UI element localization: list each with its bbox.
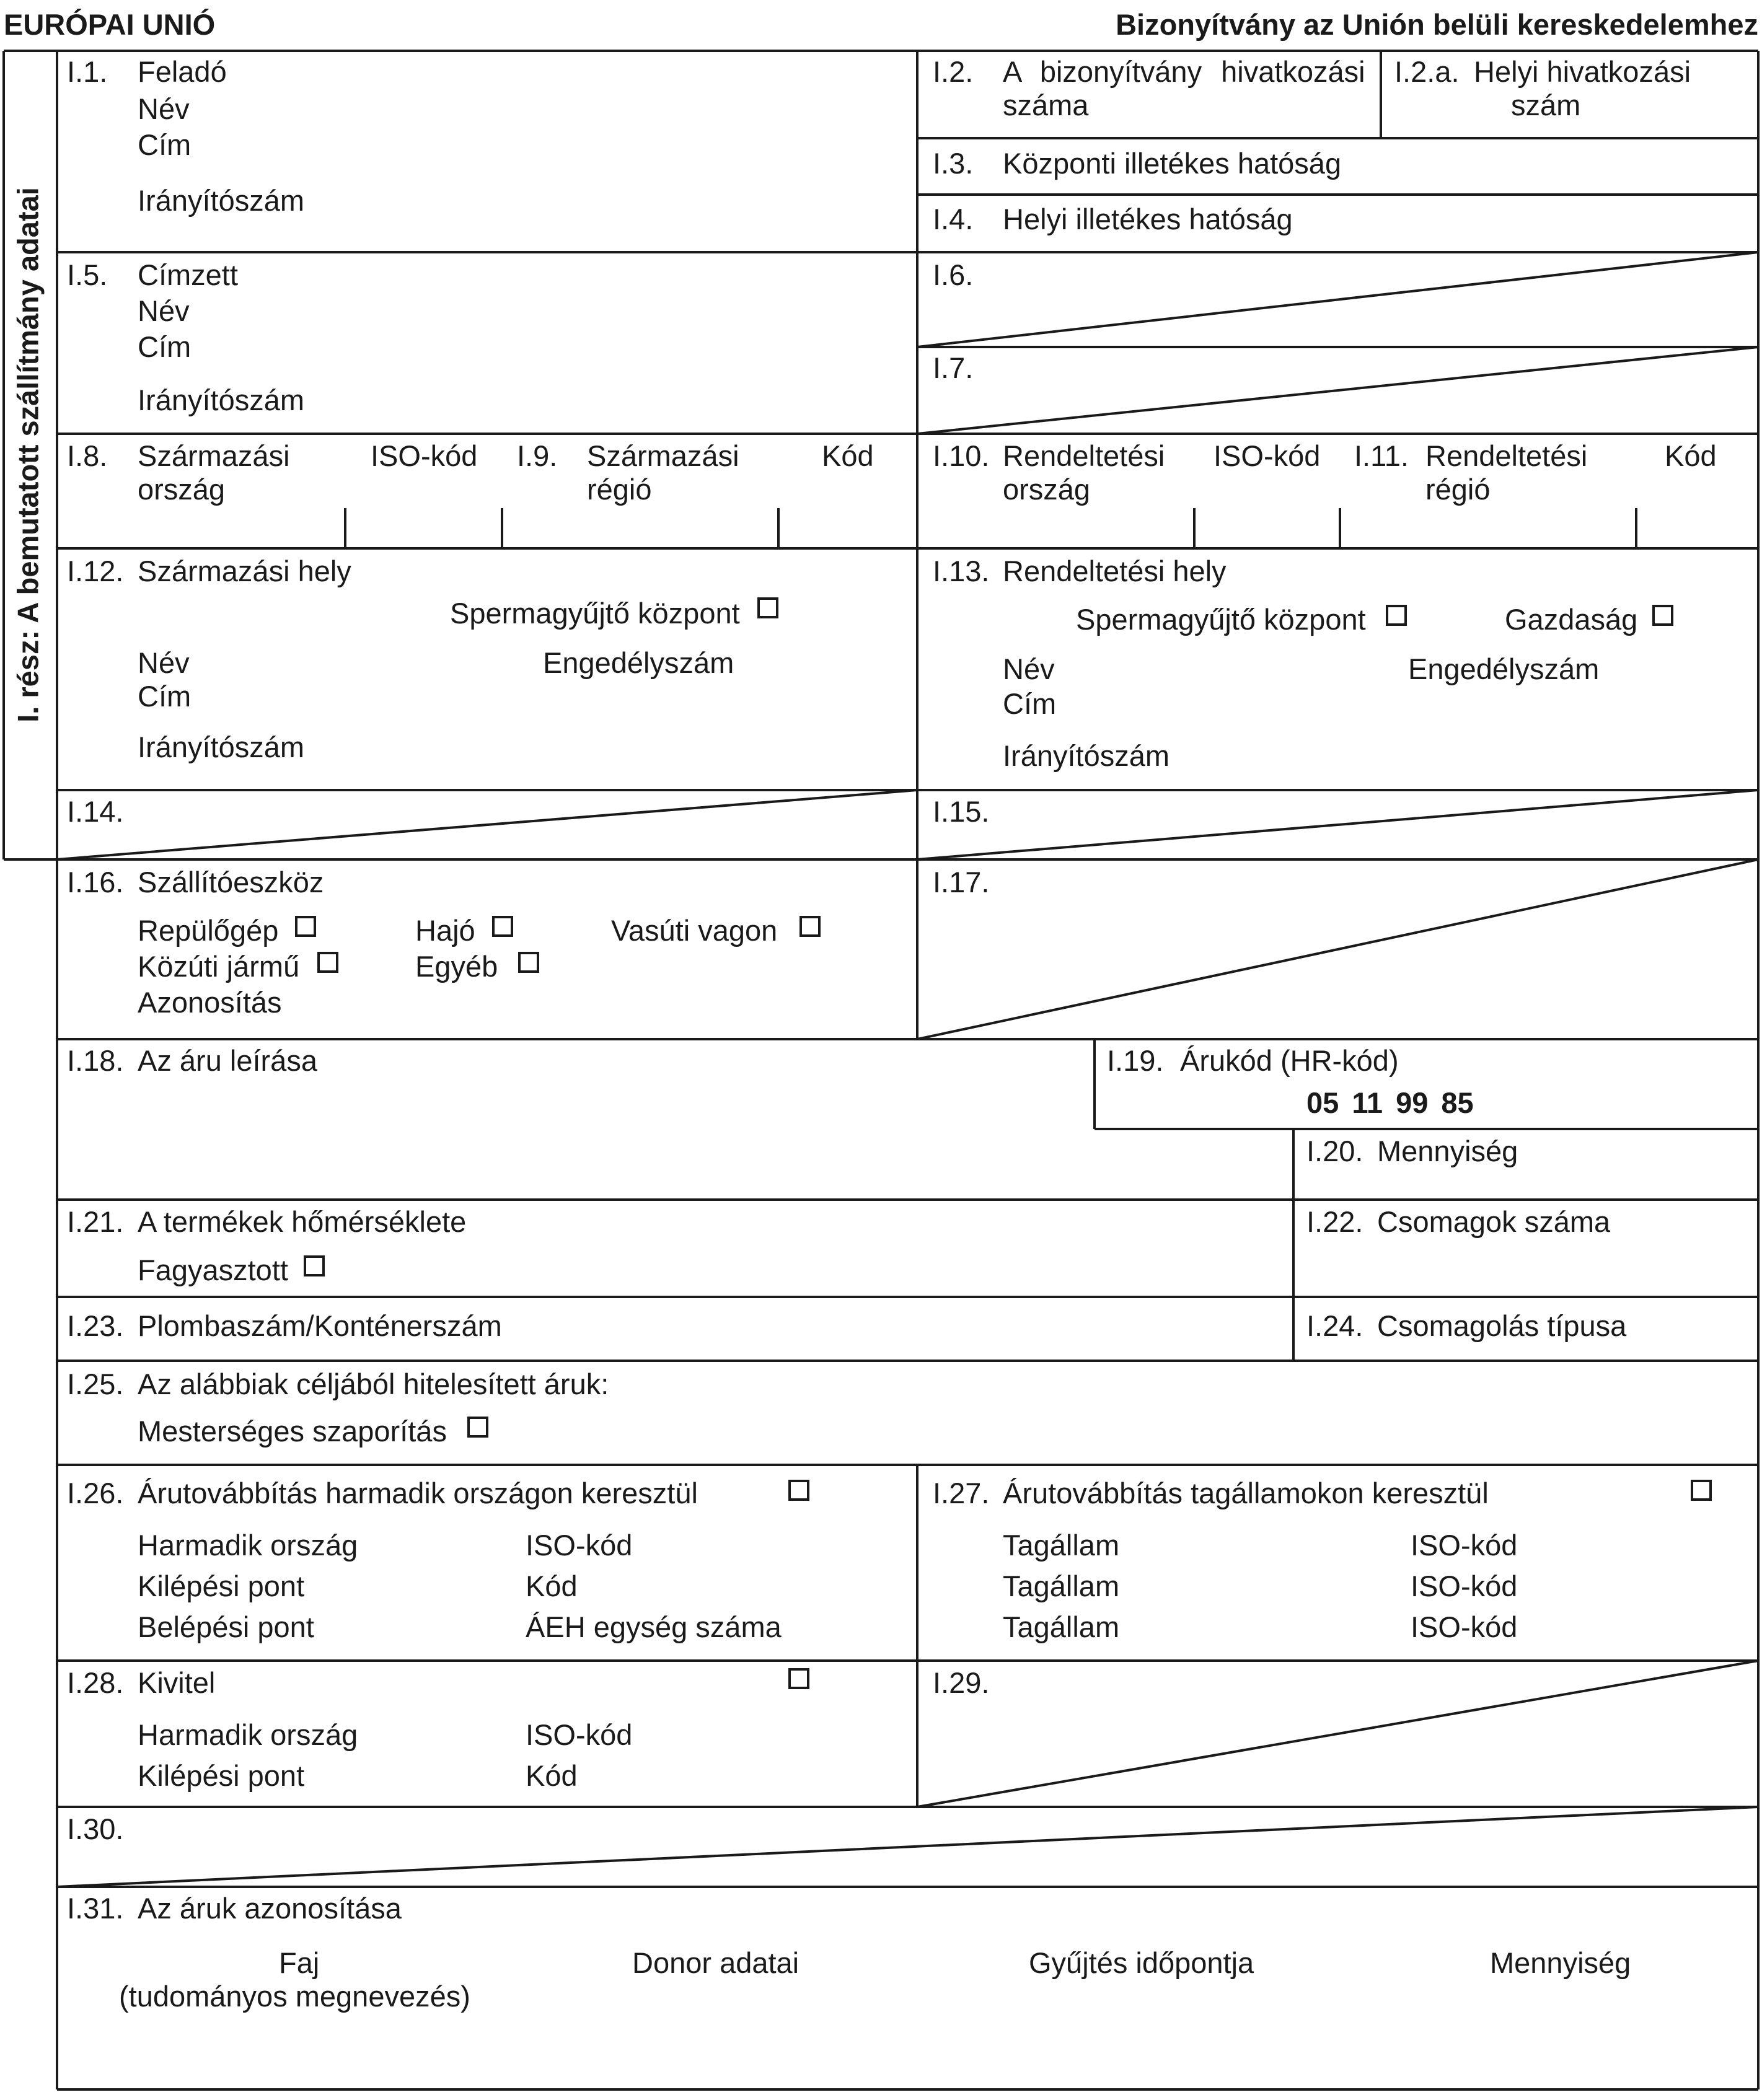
f28-r2b: Kód [526, 1759, 578, 1792]
f22-title: Csomagok száma [1377, 1205, 1611, 1238]
f31-title: Az áruk azonosítása [138, 1892, 402, 1925]
f9-title-1: Származási [587, 439, 739, 472]
header-left: EURÓPAI UNIÓ [4, 8, 216, 41]
f26-checkbox[interactable] [788, 1480, 809, 1501]
f20-title: Mennyiség [1377, 1135, 1518, 1167]
f21-num: I.21. [67, 1205, 124, 1238]
f26-r1b: ISO-kód [526, 1529, 633, 1562]
f25-num: I.25. [67, 1368, 124, 1400]
f16-road-checkbox[interactable] [317, 952, 338, 973]
f8-title-2: ország [138, 473, 226, 506]
f20-num: I.20. [1306, 1135, 1363, 1167]
f1-postcode: Irányítószám [138, 184, 305, 217]
f21-frozen-label: Fagyasztott [138, 1254, 288, 1286]
f22-num: I.22. [1306, 1205, 1363, 1238]
f29-num: I.29. [933, 1666, 990, 1699]
f25-title: Az alábbiak céljából hitelesített áruk: [138, 1368, 609, 1400]
f27-checkbox[interactable] [1691, 1480, 1712, 1501]
f2a-num: I.2.a. [1394, 55, 1460, 88]
f28-r2a: Kilépési pont [138, 1759, 305, 1792]
f4-title: Helyi illetékes hatóság [1003, 203, 1293, 235]
f5-address: Cím [138, 330, 192, 363]
f5-title: Címzett [138, 258, 238, 291]
f2-title-1: A bizonyítvány hivatkozási [1003, 55, 1365, 88]
f12-approval: Engedélyszám [543, 646, 734, 679]
f9-code: Kód [822, 439, 874, 472]
f23-num: I.23. [67, 1309, 124, 1342]
f17-num: I.17. [933, 866, 990, 898]
f23-title: Plombaszám/Konténerszám [138, 1309, 502, 1342]
f31-col-donor: Donor adatai [632, 1946, 800, 1979]
header-right: Bizonyítvány az Unión belüli kereskedelemhez [1116, 8, 1758, 41]
f8-num: I.8. [67, 439, 108, 472]
f26-r3b: ÁEH egység száma [526, 1610, 782, 1643]
f13-address: Cím [1003, 687, 1057, 720]
f26-r1a: Harmadik ország [138, 1529, 358, 1562]
f12-postcode: Irányítószám [138, 731, 305, 763]
f27-r3b: ISO-kód [1411, 1610, 1518, 1643]
f21-frozen-checkbox[interactable] [304, 1255, 325, 1276]
f26-title: Árutovábbítás harmadik országon keresztül [138, 1477, 698, 1509]
f31-col-quantity: Mennyiség [1490, 1946, 1631, 1979]
f1-num: I.1. [67, 55, 108, 88]
f16-plane-checkbox[interactable] [295, 916, 316, 937]
f13-farm-checkbox[interactable] [1652, 605, 1673, 626]
f1-title: Feladó [138, 55, 227, 88]
f3-title: Központi illetékes hatóság [1003, 147, 1342, 180]
f13-center-checkbox[interactable] [1386, 605, 1407, 626]
f13-postcode: Irányítószám [1003, 739, 1170, 772]
f27-r2b: ISO-kód [1411, 1570, 1518, 1602]
f13-title: Rendeltetési hely [1003, 555, 1227, 587]
f8-iso: ISO-kód [371, 439, 478, 472]
f15-num: I.15. [933, 795, 990, 828]
f19-num: I.19. [1107, 1044, 1164, 1077]
f10-num: I.10. [933, 439, 990, 472]
f31-col-species: Faj [279, 1946, 320, 1979]
f5-postcode: Irányítószám [138, 384, 305, 416]
f25-option-label: Mesterséges szaporítás [138, 1415, 447, 1448]
f16-ident: Azonosítás [138, 986, 282, 1019]
f26-r3a: Belépési pont [138, 1610, 314, 1643]
f24-num: I.24. [1306, 1309, 1363, 1342]
f2a-title-2: szám [1511, 89, 1581, 121]
f31-num: I.31. [67, 1892, 124, 1925]
f19-title: Árukód (HR-kód) [1180, 1044, 1399, 1077]
f8-title-1: Származási [138, 439, 290, 472]
f31-col-date: Gyűjtés időpontja [1029, 1946, 1254, 1979]
f4-num: I.4. [933, 203, 974, 235]
f6-num: I.6. [933, 258, 974, 291]
f2-num: I.2. [933, 55, 974, 88]
f27-title: Árutovábbítás tagállamokon keresztül [1003, 1477, 1489, 1509]
f9-num: I.9. [517, 439, 558, 472]
f14-num: I.14. [67, 795, 124, 828]
f26-r2b: Kód [526, 1570, 578, 1602]
f28-num: I.28. [67, 1666, 124, 1699]
f12-title: Származási hely [138, 555, 351, 587]
f1-address: Cím [138, 128, 192, 161]
f11-title-1: Rendeltetési [1425, 439, 1588, 472]
f16-rail-label: Vasúti vagon [611, 914, 778, 947]
f12-center-label: Spermagyűjtő központ [450, 597, 740, 630]
f18-num: I.18. [67, 1044, 124, 1077]
f16-plane-label: Repülőgép [138, 914, 279, 947]
f27-r1a: Tagállam [1003, 1529, 1120, 1562]
f26-num: I.26. [67, 1477, 124, 1509]
f10-iso: ISO-kód [1214, 439, 1321, 472]
f10-title-1: Rendeltetési [1003, 439, 1165, 472]
f13-farm-label: Gazdaság [1505, 603, 1638, 636]
f16-other-label: Egyéb [415, 950, 498, 983]
f25-option-checkbox[interactable] [467, 1417, 488, 1438]
f9-title-2: régió [587, 473, 652, 506]
f16-other-checkbox[interactable] [518, 952, 539, 973]
f27-r3a: Tagállam [1003, 1610, 1120, 1643]
f16-ship-label: Hajó [415, 914, 475, 947]
f2-title-2: száma [1003, 89, 1089, 121]
f16-num: I.16. [67, 866, 124, 898]
f26-r2a: Kilépési pont [138, 1570, 305, 1602]
f5-name: Név [138, 294, 190, 327]
f28-r1b: ISO-kód [526, 1718, 633, 1751]
f12-center-checkbox[interactable] [757, 597, 778, 618]
f2a-title-1: Helyi hivatkozási [1474, 55, 1691, 88]
f7-num: I.7. [933, 351, 974, 384]
f27-num: I.27. [933, 1477, 990, 1509]
f28-r1a: Harmadik ország [138, 1718, 358, 1751]
side-label: I. rész: A bemutatott szállítmány adatai [11, 187, 45, 723]
f16-ship-checkbox[interactable] [492, 916, 513, 937]
f11-num: I.11. [1354, 439, 1409, 472]
f13-approval: Engedélyszám [1408, 652, 1600, 685]
f24-title: Csomagolás típusa [1377, 1309, 1627, 1342]
f31-col-species-sub: (tudományos megnevezés) [119, 1980, 470, 2013]
f19-code: 05 11 99 85 [1306, 1086, 1474, 1119]
f13-center-label: Spermagyűjtő központ [1076, 603, 1366, 636]
f1-name: Név [138, 92, 190, 125]
f30-num: I.30. [67, 1812, 124, 1845]
f10-title-2: ország [1003, 473, 1091, 506]
f3-num: I.3. [933, 147, 974, 180]
f5-num: I.5. [67, 258, 108, 291]
f16-road-label: Közúti jármű [138, 950, 300, 983]
f12-num: I.12. [67, 555, 124, 587]
f28-title: Kivitel [138, 1666, 216, 1699]
f28-checkbox[interactable] [788, 1668, 809, 1689]
f11-code: Kód [1665, 439, 1717, 472]
f27-r2a: Tagállam [1003, 1570, 1120, 1602]
f13-name: Név [1003, 652, 1055, 685]
f12-address: Cím [138, 680, 192, 713]
f27-r1b: ISO-kód [1411, 1529, 1518, 1562]
f18-title: Az áru leírása [138, 1044, 317, 1077]
f11-title-2: régió [1425, 473, 1491, 506]
f16-title: Szállítóeszköz [138, 866, 324, 898]
f16-rail-checkbox[interactable] [800, 916, 821, 937]
f12-name: Név [138, 646, 190, 679]
f21-title: A termékek hőmérséklete [138, 1205, 467, 1238]
f13-num: I.13. [933, 555, 990, 587]
